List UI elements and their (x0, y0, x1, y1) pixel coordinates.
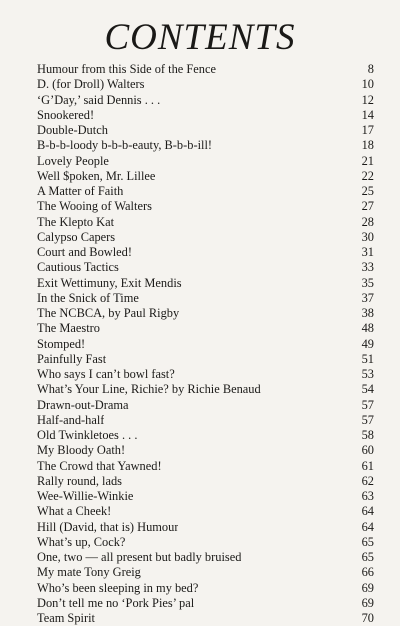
toc-entry (37, 520, 374, 535)
toc-entry-page-number: 57 (361, 397, 374, 412)
toc-entry (37, 337, 374, 352)
toc-entry (37, 138, 374, 153)
toc-entry (37, 306, 374, 321)
toc-entry-title: Rally round, lads (37, 473, 123, 488)
page-title: CONTENTS (104, 17, 296, 58)
toc-entry-title: One, two — all present but badly bruised (37, 550, 242, 564)
toc-entry-title: What’s Your Line, Richie? by Richie Benaud (37, 382, 261, 397)
toc-entry-page-number: 58 (361, 428, 374, 442)
toc-entry-page-number: 31 (361, 245, 374, 259)
toc-entry-page-number: 10 (361, 77, 374, 92)
toc-entry (37, 413, 374, 428)
toc-entry (37, 291, 374, 306)
toc-entry-title: Don’t tell me no ‘Pork Pies’ pal (37, 595, 195, 610)
toc-entry-page-number: 38 (361, 306, 374, 320)
toc-entry-page-number: 37 (361, 290, 374, 305)
toc-entry (37, 184, 374, 199)
toc-entry-page-number: 33 (361, 260, 374, 275)
toc-entry-page-number: 61 (361, 458, 374, 473)
toc-entry-page-number: 64 (361, 504, 374, 519)
toc-entry-page-number: 57 (361, 412, 374, 427)
toc-entry (37, 215, 374, 230)
toc-entry-title: Who says I can’t bowl fast? (37, 367, 175, 381)
toc-entry-title: My Bloody Oath! (37, 443, 126, 458)
toc-entry-title: The Wooing of Walters (37, 199, 152, 214)
toc-entry-title: My mate Tony Greig (37, 565, 141, 580)
toc-entry-page-number: 12 (361, 92, 374, 107)
toc-entry-title: The Maestro (37, 321, 100, 336)
toc-entry-page-number: 18 (361, 138, 374, 153)
toc-entry (37, 77, 374, 92)
toc-entry (37, 352, 374, 367)
toc-entry (37, 321, 374, 336)
toc-entry-page-number: 35 (361, 275, 374, 290)
toc-entry-title: The Crowd that Yawned! (37, 458, 162, 473)
toc-entry-page-number: 62 (361, 473, 374, 488)
toc-entry-page-number: 65 (361, 550, 374, 564)
toc-entry (37, 169, 374, 184)
toc-entry-page-number: 66 (361, 565, 374, 580)
toc-entry-page-number: 21 (361, 153, 374, 168)
toc-entry-title: In the Snick of Time (37, 290, 139, 305)
toc-entry (37, 565, 374, 580)
toc-entry-page-number: 51 (361, 351, 374, 366)
toc-entry-title: Stomped! (37, 336, 86, 351)
toc-entry-title: D. (for Droll) Walters (37, 77, 145, 92)
toc-entry (37, 535, 374, 550)
toc-entry-page-number: 60 (361, 443, 374, 458)
toc-entry-title: B-b-b-loody b-b-b-eauty, B-b-b-ill! (37, 138, 213, 153)
toc-entry-title: Exit Wettimuny, Exit Mendis (37, 275, 182, 290)
toc-entry-page-number: 30 (361, 229, 374, 244)
toc-entry (37, 443, 374, 458)
toc-entry-page-number: 49 (361, 336, 374, 351)
toc-entry (37, 382, 374, 397)
toc-entry-page-number: 27 (361, 199, 374, 214)
toc-entry-title: A Matter of Faith (37, 184, 124, 198)
toc-entry (37, 260, 374, 275)
toc-entry-title: ‘G’Day,’ said Dennis . . . (37, 92, 161, 107)
toc-entry-page-number: 54 (361, 382, 374, 397)
toc-entry-title: Cautious Tactics (37, 260, 119, 275)
toc-entry (37, 276, 374, 291)
toc-entry (37, 489, 374, 504)
table-of-contents (37, 62, 374, 626)
toc-entry-page-number: 70 (361, 611, 374, 625)
toc-entry (37, 581, 374, 596)
toc-entry-title: Wee-Willie-Winkie (37, 489, 134, 503)
toc-entry-title: Lovely People (37, 153, 109, 168)
toc-entry-page-number: 63 (361, 489, 374, 503)
toc-entry (37, 550, 374, 565)
toc-entry-page-number: 69 (361, 595, 374, 610)
toc-entry-title: Court and Bowled! (37, 245, 132, 259)
toc-entry (37, 93, 374, 108)
toc-entry (37, 245, 374, 260)
toc-entry-title: Old Twinkletoes . . . (37, 428, 138, 442)
toc-entry (37, 108, 374, 123)
toc-entry (37, 428, 374, 443)
toc-entry-title: Drawn-out-Drama (37, 397, 129, 412)
toc-entry (37, 474, 374, 489)
toc-entry-page-number: 14 (361, 107, 374, 122)
toc-entry (37, 504, 374, 519)
toc-entry-title: Painfully Fast (37, 351, 107, 366)
toc-entry-title: Half-and-half (37, 412, 105, 427)
toc-entry (37, 611, 374, 626)
toc-entry-title: The NCBCA, by Paul Rigby (37, 306, 180, 320)
toc-entry-title: The Klepto Kat (37, 214, 115, 229)
toc-entry-page-number: 8 (367, 62, 374, 76)
toc-entry-title: Hill (David, that is) Humour (37, 519, 179, 534)
toc-entry-page-number: 53 (361, 367, 374, 381)
toc-entry-title: Double-Dutch (37, 123, 108, 137)
toc-entry (37, 199, 374, 214)
toc-entry-page-number: 48 (361, 321, 374, 336)
toc-entry-page-number: 64 (361, 519, 374, 534)
toc-entry-title: Team Spirit (37, 611, 95, 625)
toc-entry-title: What a Cheek! (37, 504, 112, 519)
toc-entry-title: Who’s been sleeping in my bed? (37, 580, 199, 595)
toc-entry (37, 596, 374, 611)
toc-entry (37, 367, 374, 382)
toc-entry (37, 123, 374, 138)
toc-entry-title: Humour from this Side of the Fence (37, 62, 216, 76)
toc-entry-title: Well $poken, Mr. Lillee (37, 168, 156, 183)
toc-entry-page-number: 28 (361, 214, 374, 229)
toc-entry-page-number: 65 (361, 534, 374, 549)
toc-entry-page-number: 69 (361, 580, 374, 595)
toc-entry (37, 230, 374, 245)
toc-entry (37, 62, 374, 77)
toc-entry-title: What’s up, Cock? (37, 534, 126, 549)
toc-entry-title: Snookered! (37, 107, 95, 122)
toc-entry (37, 154, 374, 169)
toc-entry-title: Calypso Capers (37, 229, 116, 244)
toc-entry (37, 398, 374, 413)
toc-entry (37, 459, 374, 474)
toc-entry-page-number: 17 (361, 123, 374, 137)
toc-entry-page-number: 25 (361, 184, 374, 198)
toc-entry-page-number: 22 (361, 168, 374, 183)
